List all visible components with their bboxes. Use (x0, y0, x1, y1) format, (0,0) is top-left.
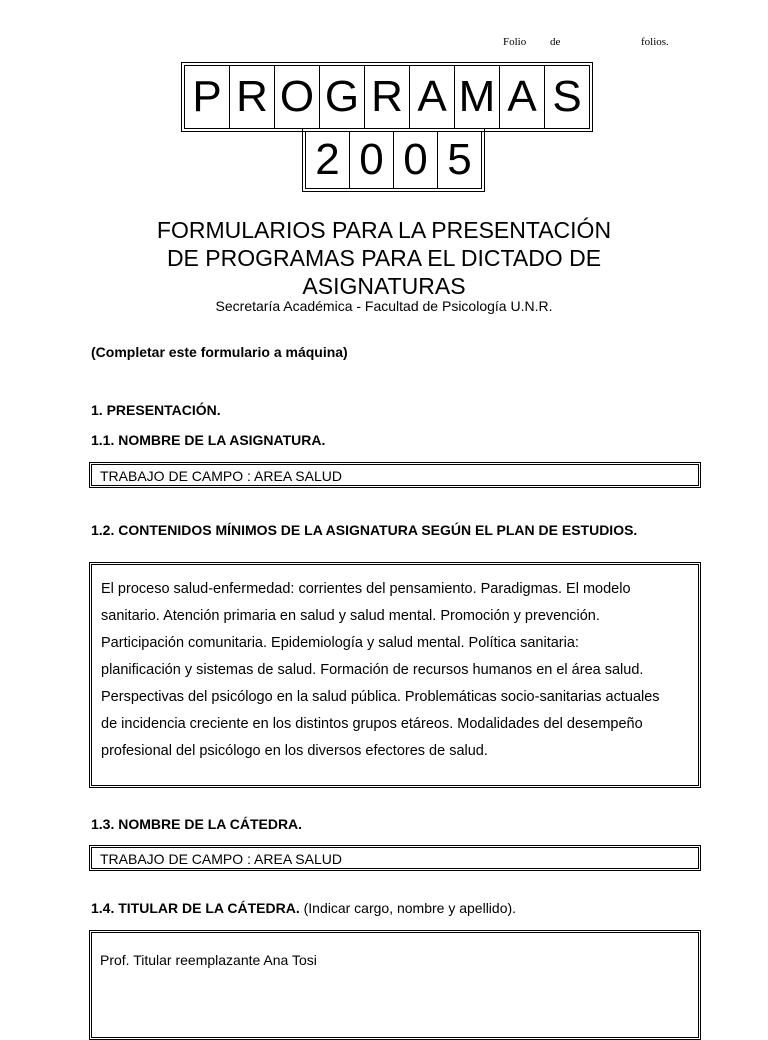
section-1-1-title: 1.1. NOMBRE DE LA ASIGNATURA. (91, 432, 326, 448)
title-letter: P (184, 65, 230, 129)
contents-line: Perspectivas del psicólogo en la salud pública. Problemáticas socio-sanitarias actuales (101, 689, 660, 705)
title-letter: S (544, 65, 590, 129)
subject-name-field[interactable]: TRABAJO DE CAMPO : AREA SALUD (89, 462, 701, 488)
year-digit: 0 (349, 131, 394, 189)
minimum-contents-field[interactable] (89, 562, 701, 788)
title-letter: A (499, 65, 545, 129)
year-digit-boxes (302, 128, 485, 192)
instruction-note: (Completar este formulario a máquina) (91, 344, 348, 360)
folio-de-label: de (550, 36, 561, 48)
contents-line: Participación comunitaria. Epidemiología y salud mental. Política sanitaria: (101, 635, 579, 651)
section-1-3-title: 1.3. NOMBRE DE LA CÁTEDRA. (91, 816, 303, 832)
section-1-2-title: 1.2. CONTENIDOS MÍNIMOS DE LA ASIGNATURA SEGÚN EL PLAN DE ESTUDIOS. (91, 522, 638, 538)
folios-label: folios. (641, 36, 669, 48)
contents-line: El proceso salud-enfermedad: corrientes del pensamiento. Paradigmas. El modelo (101, 581, 631, 597)
section-1-title: 1. PRESENTACIÓN. (91, 402, 221, 418)
title-letter-boxes (181, 62, 593, 132)
folio-label: Folio (503, 36, 527, 48)
contents-line: de incidencia creciente en los distintos grupos etáreos. Modalidades del desempeño (101, 716, 643, 732)
year-digit: 2 (305, 131, 350, 189)
title-letter: R (229, 65, 275, 129)
title-letter: A (409, 65, 455, 129)
title-letter: G (319, 65, 365, 129)
contents-line: profesional del psicólogo en los diversos efectores de salud. (101, 743, 488, 759)
title-letter: R (364, 65, 410, 129)
chair-holder-value: Prof. Titular reemplazante Ana Tosi (100, 952, 317, 968)
form-heading (120, 216, 648, 300)
heading-line: FORMULARIOS PARA LA PRESENTACIÓN (156, 217, 612, 243)
contents-line: sanitario. Atención primaria en salud y salud mental. Promoción y prevención. (101, 608, 600, 624)
year-digit: 0 (393, 131, 438, 189)
section-1-4-title (91, 900, 516, 916)
faculty-subheading: Secretaría Académica - Facultad de Psicología U.N.R. (215, 298, 553, 314)
chair-name-field[interactable]: TRABAJO DE CAMPO : AREA SALUD (89, 845, 701, 871)
heading-line: ASIGNATURAS (302, 273, 466, 299)
title-letter: O (274, 65, 320, 129)
heading-line: DE PROGRAMAS PARA EL DICTADO DE (166, 245, 602, 271)
folio-line (0, 36, 768, 52)
title-letter: M (454, 65, 500, 129)
contents-line: planificación y sistemas de salud. Formación de recursos humanos en el área salud. (101, 662, 644, 678)
section-1-4-label: 1.4. TITULAR DE LA CÁTEDRA. (91, 900, 300, 916)
year-digit: 5 (437, 131, 482, 189)
section-1-4-hint: (Indicar cargo, nombre y apellido). (303, 900, 517, 916)
